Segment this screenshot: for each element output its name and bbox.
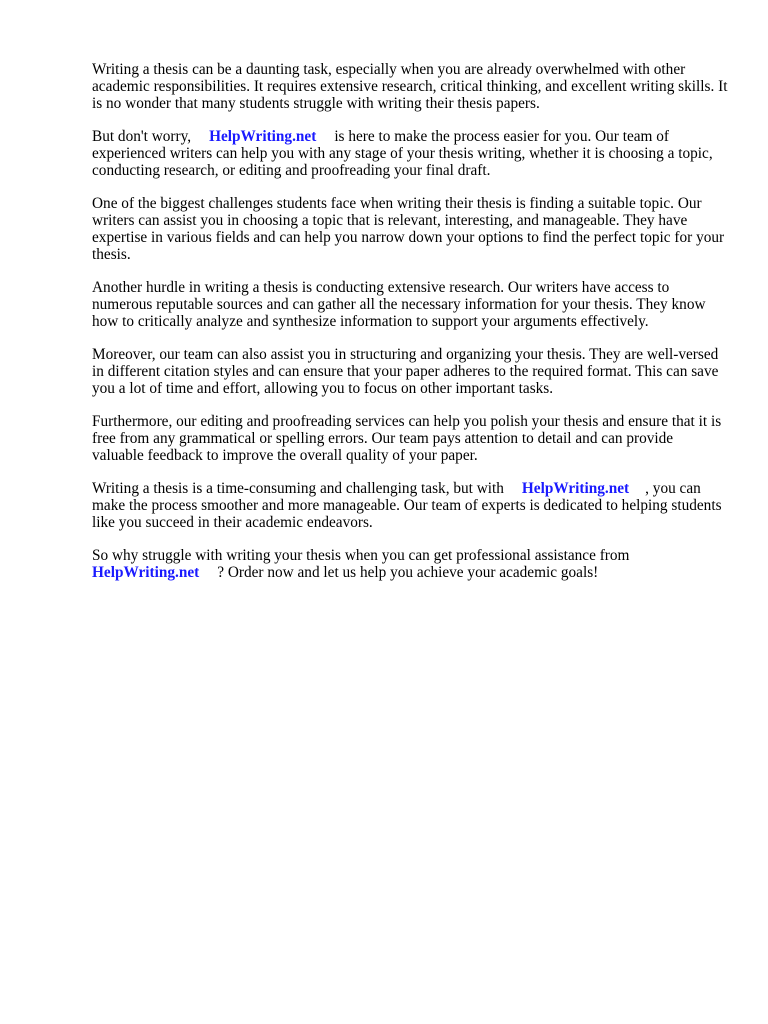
paragraph-dont-worry-text-start: But don't worry,: [92, 128, 192, 145]
paragraph-intro-text: Writing a thesis can be a daunting task, especially when you are already overwhelmed with other academic responsibilities. It requires extensive research, critical thinking, and excellent writing skills. It is no wonder that many students struggle with writing their thesis papers.: [92, 61, 728, 112]
paragraph-intro: [92, 61, 728, 112]
paragraph-research-text: Another hurdle in writing a thesis is conducting extensive research. Our writers have access to numerous reputable sources and can gather all the necessary information for your thesis. They know how to critically analyze and synthesize information to support your arguments effectively.: [92, 279, 706, 330]
helpwriting-link-3[interactable]: HelpWriting.net: [92, 564, 200, 581]
paragraph-closing: [92, 547, 728, 581]
paragraph-topic-text: One of the biggest challenges students face when writing their thesis is finding a suitable topic. Our writers can assist you in choosing a topic that is relevant, interesting, and manageable. They have expertise in various fields and can help you narrow down your options to find the perfect topic for your thesis.: [92, 195, 725, 263]
paragraph-research: [92, 279, 728, 330]
helpwriting-link-1[interactable]: HelpWriting.net: [209, 128, 317, 145]
paragraph-structure: [92, 346, 728, 397]
paragraph-closing-text-end: ? Order now and let us help you achieve your academic goals!: [217, 564, 599, 581]
paragraph-structure-text: Moreover, our team can also assist you in structuring and organizing your thesis. They are well-versed in different citation styles and can ensure that your paper adheres to the required format. This can save you a lot of time and effort, allowing you to focus on other important tasks.: [92, 346, 719, 397]
paragraph-challenging-text-start: Writing a thesis is a time-consuming and challenging task, but with: [92, 480, 504, 497]
paragraph-challenging-text-end: , you can make the process smoother and more manageable. Our team of experts is dedicated to helping students like you succeed in their academic endeavors.: [92, 480, 722, 531]
paragraph-dont-worry-text-end: is here to make the process easier for you. Our team of experienced writers can help you with any stage of your thesis writing, whether it is choosing a topic, conducting research, or editing and proofreading your final draft.: [92, 128, 713, 179]
helpwriting-link-2[interactable]: HelpWriting.net: [521, 480, 630, 497]
paragraph-editing-text: Furthermore, our editing and proofreading services can help you polish your thesis and ensure that it is free from any grammatical or spelling errors. Our team pays attention to detail and can provide valuable feedback to improve the overall quality of your paper.: [92, 413, 722, 464]
paragraph-closing-text-start: So why struggle with writing your thesis when you can get professional assistance from: [92, 547, 630, 564]
paragraph-challenging: [92, 480, 728, 531]
paragraph-topic: [92, 195, 728, 263]
paragraph-dont-worry: [92, 128, 728, 179]
paragraph-editing: [92, 413, 728, 464]
